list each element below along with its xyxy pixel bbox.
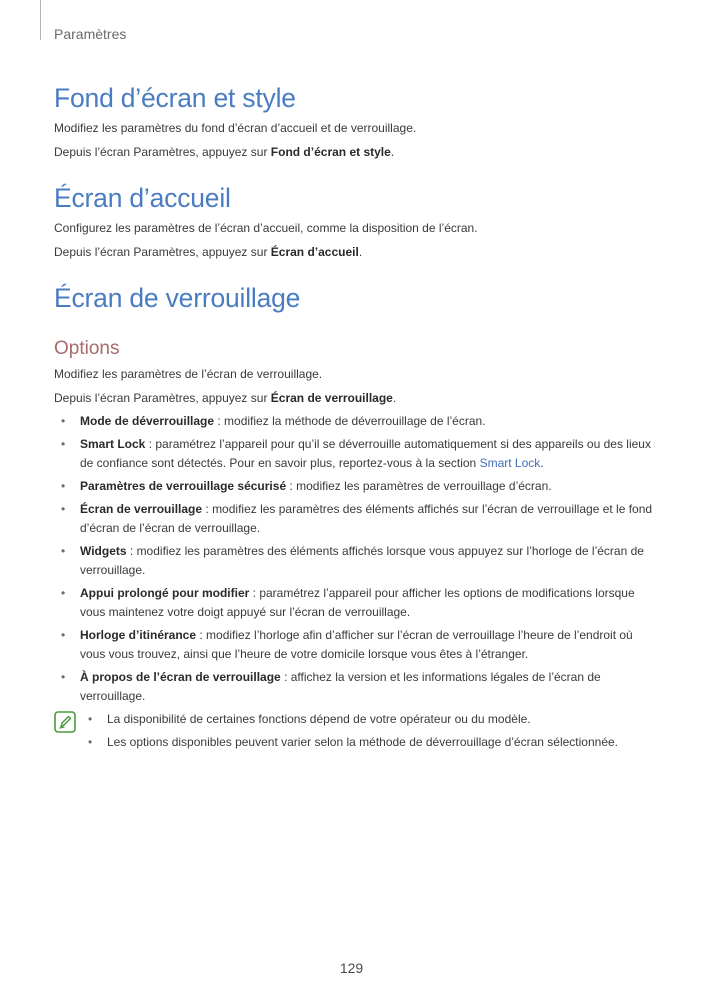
option-text: : modifiez les paramètres des éléments affichés sur l’écran de verrouillage et le fond d’écran de l’écran de verrouillage. bbox=[80, 502, 653, 535]
path-target: Fond d’écran et style bbox=[270, 145, 391, 159]
list-item: • Smart Lock : paramétrez l’appareil pour qu’il se déverrouille automatiquement si des appareils ou des lieux de confiance sont détectés. Pour en savoir plus, reportez-vous à la section Smart Lock. bbox=[61, 437, 651, 470]
option-text: : modifiez les paramètres de verrouillage d’écran. bbox=[286, 479, 552, 493]
home-path bbox=[54, 240, 654, 264]
list-item: • Appui prolongé pour modifier : paramétrez l’appareil pour afficher les options de modifications lorsque vous maintenez votre doigt appuyé sur l’écran de verrouillage. bbox=[61, 586, 635, 619]
option-term: Écran de verrouillage bbox=[80, 502, 203, 516]
subtitle-options: Options bbox=[54, 338, 120, 359]
option-term: Appui prolongé pour modifier bbox=[80, 586, 250, 600]
note-box bbox=[54, 710, 654, 752]
header-divider bbox=[40, 0, 41, 40]
note-list bbox=[54, 710, 654, 752]
option-text: : affichez la version et les informations légales de l’écran de verrouillage. bbox=[80, 670, 601, 703]
section-header: Paramètres bbox=[54, 26, 127, 42]
list-item: • Horloge d’itinérance : modifiez l’horloge afin d’afficher sur l’écran de verrouillage l’heure de l’endroit où vous vous trouvez, ainsi que l’heure de votre domicile lorsque vous êtes à l’étranger. bbox=[61, 628, 633, 661]
note-item: • Les options disponibles peuvent varier selon la méthode de déverrouillage d’écran sélectionnée. bbox=[88, 735, 618, 749]
option-text: : modifiez les paramètres des éléments affichés lorsque vous appuyez sur l’horloge de l’écran de verrouillage. bbox=[80, 544, 644, 577]
page-content bbox=[54, 80, 654, 756]
wallpaper-path bbox=[54, 140, 654, 164]
option-text: : modifiez l’horloge afin d’afficher sur l’écran de verrouillage l’heure de l’endroit où vous vous trouvez, ainsi que l’heure de votre domicile lorsque vous êtes à l’étranger. bbox=[80, 628, 633, 661]
path-suffix: . bbox=[390, 145, 395, 159]
option-term: Smart Lock bbox=[80, 437, 146, 451]
note-text: La disponibilité de certaines fonctions dépend de votre opérateur ou du modèle. bbox=[107, 712, 531, 726]
wallpaper-description: Modifiez les paramètres du fond d’écran d’accueil et de verrouillage. bbox=[54, 121, 417, 135]
options-list bbox=[54, 412, 654, 706]
note-item: • La disponibilité de certaines fonctions dépend de votre opérateur ou du modèle. bbox=[88, 712, 531, 726]
option-term: Paramètres de verrouillage sécurisé bbox=[80, 479, 287, 493]
list-item: • À propos de l’écran de verrouillage : affichez la version et les informations légales de l’écran de verrouillage. bbox=[61, 670, 601, 703]
path-suffix: . bbox=[392, 391, 397, 405]
option-after: . bbox=[540, 456, 544, 470]
path-prefix: Depuis l’écran Paramètres, appuyez sur bbox=[54, 391, 271, 405]
home-description: Configurez les paramètres de l’écran d’accueil, comme la disposition de l’écran. bbox=[54, 221, 478, 235]
option-term: Mode de déverrouillage bbox=[80, 414, 215, 428]
lock-description: Modifiez les paramètres de l’écran de verrouillage. bbox=[54, 367, 323, 381]
path-prefix: Depuis l’écran Paramètres, appuyez sur bbox=[54, 145, 271, 159]
list-item: • Widgets : modifiez les paramètres des éléments affichés lorsque vous appuyez sur l’horloge de l’écran de verrouillage. bbox=[61, 544, 644, 577]
list-item: • Mode de déverrouillage : modifiez la méthode de déverrouillage de l’écran. bbox=[61, 414, 486, 428]
title-home-screen: Écran d’accueil bbox=[54, 183, 231, 213]
path-target: Écran de verrouillage bbox=[270, 391, 393, 405]
note-text: Les options disponibles peuvent varier selon la méthode de déverrouillage d’écran sélectionnée. bbox=[107, 735, 618, 749]
path-prefix: Depuis l’écran Paramètres, appuyez sur bbox=[54, 245, 271, 259]
path-suffix: . bbox=[358, 245, 363, 259]
option-term: Widgets bbox=[80, 544, 127, 558]
page-number: 129 bbox=[339, 960, 364, 976]
list-item: • Écran de verrouillage : modifiez les paramètres des éléments affichés sur l’écran de verrouillage et le fond d’écran de l’écran de verrouillage. bbox=[61, 502, 653, 535]
smart-lock-link[interactable]: Smart Lock bbox=[479, 456, 541, 470]
option-text: : modifiez la méthode de déverrouillage de l’écran. bbox=[214, 414, 486, 428]
option-term: Horloge d’itinérance bbox=[80, 628, 197, 642]
option-term: À propos de l’écran de verrouillage bbox=[80, 670, 281, 684]
path-target: Écran d’accueil bbox=[270, 245, 359, 259]
list-item: • Paramètres de verrouillage sécurisé : modifiez les paramètres de verrouillage d’écran. bbox=[61, 479, 552, 493]
title-lock-screen: Écran de verrouillage bbox=[54, 283, 301, 313]
note-pencil-icon bbox=[54, 711, 76, 733]
lock-path bbox=[54, 386, 654, 410]
option-text: : paramétrez l’appareil pour qu’il se déverrouille automatiquement si des appareils ou des lieux de confiance sont détectés. Pour en savoir plus, reportez-vous à la section bbox=[80, 437, 651, 470]
title-wallpaper: Fond d’écran et style bbox=[54, 83, 296, 113]
option-text: : paramétrez l’appareil pour afficher les options de modifications lorsque vous maintenez votre doigt appuyé sur l’écran de verrouillage. bbox=[80, 586, 635, 619]
